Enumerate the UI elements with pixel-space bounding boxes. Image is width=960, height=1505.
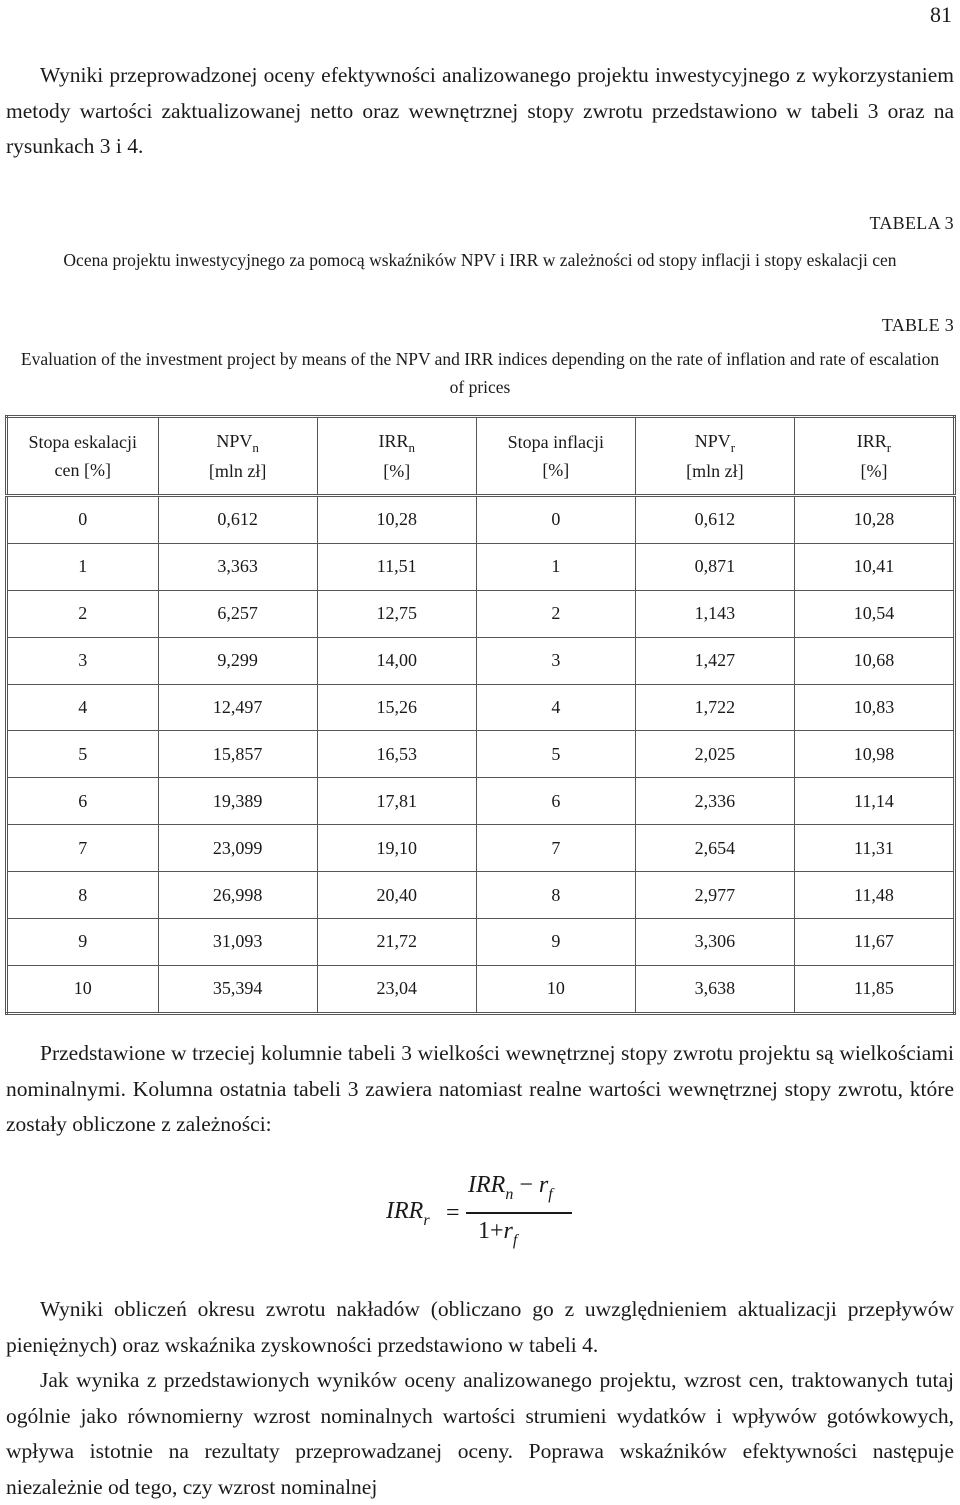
table-cell: 11,31: [794, 825, 954, 872]
header-cell: Stopa inflacji [%]: [476, 417, 635, 496]
results-table: [5, 415, 956, 1015]
table-cell: 10,98: [794, 731, 954, 778]
formula-denominator: $1+r_f$: [478, 1218, 518, 1249]
table-cell: 10: [7, 965, 159, 1013]
table-cell: 3: [476, 637, 635, 684]
table-row: [7, 731, 955, 778]
table-row: [7, 543, 955, 590]
table-cell: 10,83: [794, 684, 954, 731]
table-cell: 2,977: [635, 872, 794, 919]
table-cell: 26,998: [158, 872, 317, 919]
table-cell: 5: [7, 731, 159, 778]
table-cell: 8: [476, 872, 635, 919]
intro-paragraph: Wyniki przeprowadzonej oceny efektywności analizowanego projektu inwestycyjnego z wykorzystaniem metody wartości zaktualizowanej netto oraz wewnętrznej stopy zwrotu przedstawiono w tabeli 3 oraz na rysunkach 3 i 4.: [6, 63, 954, 158]
header-cell: $IRR_n$ [%]: [317, 417, 476, 496]
table-cell: 8: [7, 872, 159, 919]
table-cell: 31,093: [158, 919, 317, 966]
table-caption-pl: Ocena projektu inwestycyjnego za pomocą wskaźników NPV i IRR w zależności od stopy inflacji i stopy eskalacji cen: [63, 250, 897, 270]
table-cell: 3,638: [635, 965, 794, 1013]
table-row: [7, 778, 955, 825]
header-cell: Stopa eskalacji cen [%]: [7, 417, 159, 496]
table-cell: 15,26: [317, 684, 476, 731]
table-cell: 9: [476, 919, 635, 966]
table-cell: 1,427: [635, 637, 794, 684]
table-row: [7, 965, 955, 1013]
table-cell: 1,143: [635, 590, 794, 637]
formula-numerator: $IRR_n - r_f$: [468, 1172, 553, 1203]
table-cell: 10,54: [794, 590, 954, 637]
table-cell: 21,72: [317, 919, 476, 966]
table-cell: 5: [476, 731, 635, 778]
table-cell: 15,857: [158, 731, 317, 778]
table-cell: 10,41: [794, 543, 954, 590]
table-cell: 20,40: [317, 872, 476, 919]
table-cell: 0: [7, 496, 159, 544]
table-cell: 10: [476, 965, 635, 1013]
table-cell: 3: [7, 637, 159, 684]
table-cell: 3,363: [158, 543, 317, 590]
table-row: [7, 825, 955, 872]
table-cell: 6,257: [158, 590, 317, 637]
table-label-en: TABLE 3: [881, 315, 954, 335]
table-caption-en: Evaluation of the investment project by means of the NPV and IRR indices depending on the rate of inflation and rate of escalation of prices: [20, 349, 940, 397]
table-cell: 11,48: [794, 872, 954, 919]
formula-equals: =: [446, 1200, 460, 1226]
page-number: 81: [930, 2, 952, 27]
table-cell: 6: [476, 778, 635, 825]
table-cell: 2: [7, 590, 159, 637]
table-cell: 10,28: [794, 496, 954, 544]
header-cell: $IRR_r$ [%]: [794, 417, 954, 496]
table-cell: 10,28: [317, 496, 476, 544]
table-cell: 1: [476, 543, 635, 590]
formula-lhs: $IRR_r$: [386, 1198, 430, 1229]
table-cell: 1: [7, 543, 159, 590]
table-label-pl: TABELA 3: [869, 213, 954, 233]
table-cell: 2,336: [635, 778, 794, 825]
table-cell: 1,722: [635, 684, 794, 731]
table-row: [7, 684, 955, 731]
irr-real-formula: [386, 1170, 646, 1250]
table-cell: 4: [7, 684, 159, 731]
table-cell: 3,306: [635, 919, 794, 966]
table-cell: 0,612: [158, 496, 317, 544]
table-cell: 11,67: [794, 919, 954, 966]
table-cell: 11,85: [794, 965, 954, 1013]
table-row: [7, 496, 955, 544]
table-cell: 4: [476, 684, 635, 731]
paragraph-results: Wyniki obliczeń okresu zwrotu nakładów (obliczano go z uwzględnieniem aktualizacji przepływów pieniężnych) oraz wskaźnika zyskowności przedstawiono w tabeli 4.: [6, 1297, 954, 1357]
table-cell: 11,14: [794, 778, 954, 825]
table-row: [7, 637, 955, 684]
table-row: [7, 919, 955, 966]
table-cell: 7: [7, 825, 159, 872]
paragraph-final: Jak wynika z przedstawionych wyników oceny analizowanego projektu, wzrost cen, traktowanych tutaj ogólnie jako równomierny wzrost nominalnych wartości strumieni wydatków i wpływów gotówkowych, wpływa istotnie na rezultaty przeprowadzanej oceny. Poprawa wskaźników efektywności następuje niezależnie od tego, czy wzrost nominalnej: [6, 1368, 954, 1499]
table-cell: 10,68: [794, 637, 954, 684]
table-cell: 0: [476, 496, 635, 544]
table-cell: 0,612: [635, 496, 794, 544]
table-row: [7, 590, 955, 637]
table-cell: 35,394: [158, 965, 317, 1013]
table-cell: 12,75: [317, 590, 476, 637]
formula-fraction-bar: [466, 1212, 572, 1214]
table-cell: 2,654: [635, 825, 794, 872]
table-cell: 12,497: [158, 684, 317, 731]
table-cell: 11,51: [317, 543, 476, 590]
table-cell: 17,81: [317, 778, 476, 825]
table-cell: 14,00: [317, 637, 476, 684]
table-cell: 16,53: [317, 731, 476, 778]
table-cell: 6: [7, 778, 159, 825]
table-cell: 2: [476, 590, 635, 637]
header-cell: $NPV_n$ [mln zł]: [158, 417, 317, 496]
table-row: [7, 872, 955, 919]
table-cell: 23,04: [317, 965, 476, 1013]
paragraph-after-table: Przedstawione w trzeciej kolumnie tabeli 3 wielkości wewnętrznej stopy zwrotu projektu są wielkościami nominalnymi. Kolumna ostatnia tabeli 3 zawiera natomiast realne wartości wewnętrznej stopy zwrotu, które zostały obliczone z zależności:: [6, 1041, 954, 1136]
table-cell: 9: [7, 919, 159, 966]
table-cell: 0,871: [635, 543, 794, 590]
table-cell: 19,10: [317, 825, 476, 872]
table-body: [7, 496, 955, 1014]
table-cell: 9,299: [158, 637, 317, 684]
table-cell: 2,025: [635, 731, 794, 778]
header-cell: $NPV_r$ [mln zł]: [635, 417, 794, 496]
table-cell: 19,389: [158, 778, 317, 825]
table-cell: 7: [476, 825, 635, 872]
table-cell: 23,099: [158, 825, 317, 872]
table-header-row: [7, 417, 955, 496]
